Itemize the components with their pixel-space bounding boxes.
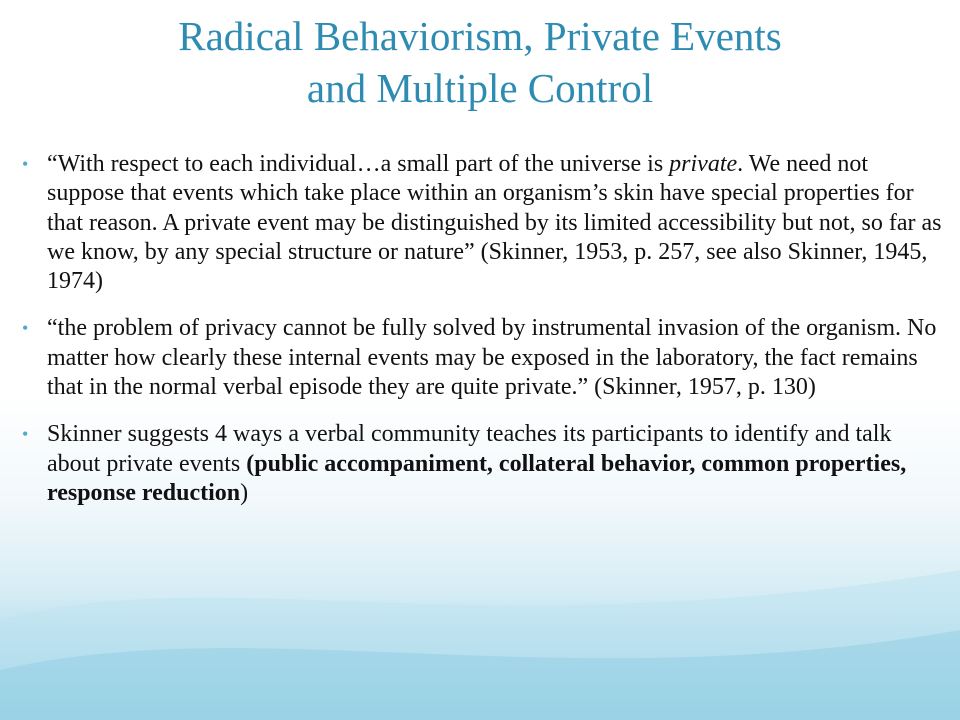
bullet-item-2 [22,314,947,402]
slide-title-line-1: Radical Behaviorism, Private Events [178,13,782,59]
bullet-3-text-part-2: ) [240,479,249,506]
bullet-3-text-part-1: Skinner suggests 4 ways a verbal community teaches its participants to identify and talk about private events [47,421,892,477]
slide-title-line-2: and Multiple Control [306,65,654,111]
background-wave [0,500,960,720]
bullet-item-1 [22,150,947,296]
bullet-1-emphasis: private [669,151,738,177]
bullet-dot-icon: • [22,154,29,174]
bullet-dot-icon: • [22,424,29,445]
bullet-item-3 [22,420,947,508]
bullet-1-text-part-1: “With respect to each individual…a small part of the universe is [47,151,670,177]
bullet-dot-icon: • [22,318,29,339]
bullet-1-text-part-2: . We need not suppose that events which take place within an organism’s skin have special properties for that reason. A private event may be distinguished by its limited accessibility but not, so far as we know, by any special structure or nature” (Skinner, 1953, p. 257, see also Skinner, 1945, 1974) [47,151,942,295]
bullet-3-text [47,421,906,506]
bullet-2-text: “the problem of privacy cannot be fully solved by instrumental invasion of the organism. No matter how clearly these internal events may be exposed in the laboratory, the fact remains that in the normal verbal episode they are quite private.” (Skinner, 1957, p. 130) [47,315,937,401]
bullet-3-bold-list: (public accompaniment, collateral behavior, common properties, response reduction [47,450,907,506]
bullet-1-text [47,151,942,294]
slide-title [60,10,900,114]
bullet-list [22,150,947,526]
